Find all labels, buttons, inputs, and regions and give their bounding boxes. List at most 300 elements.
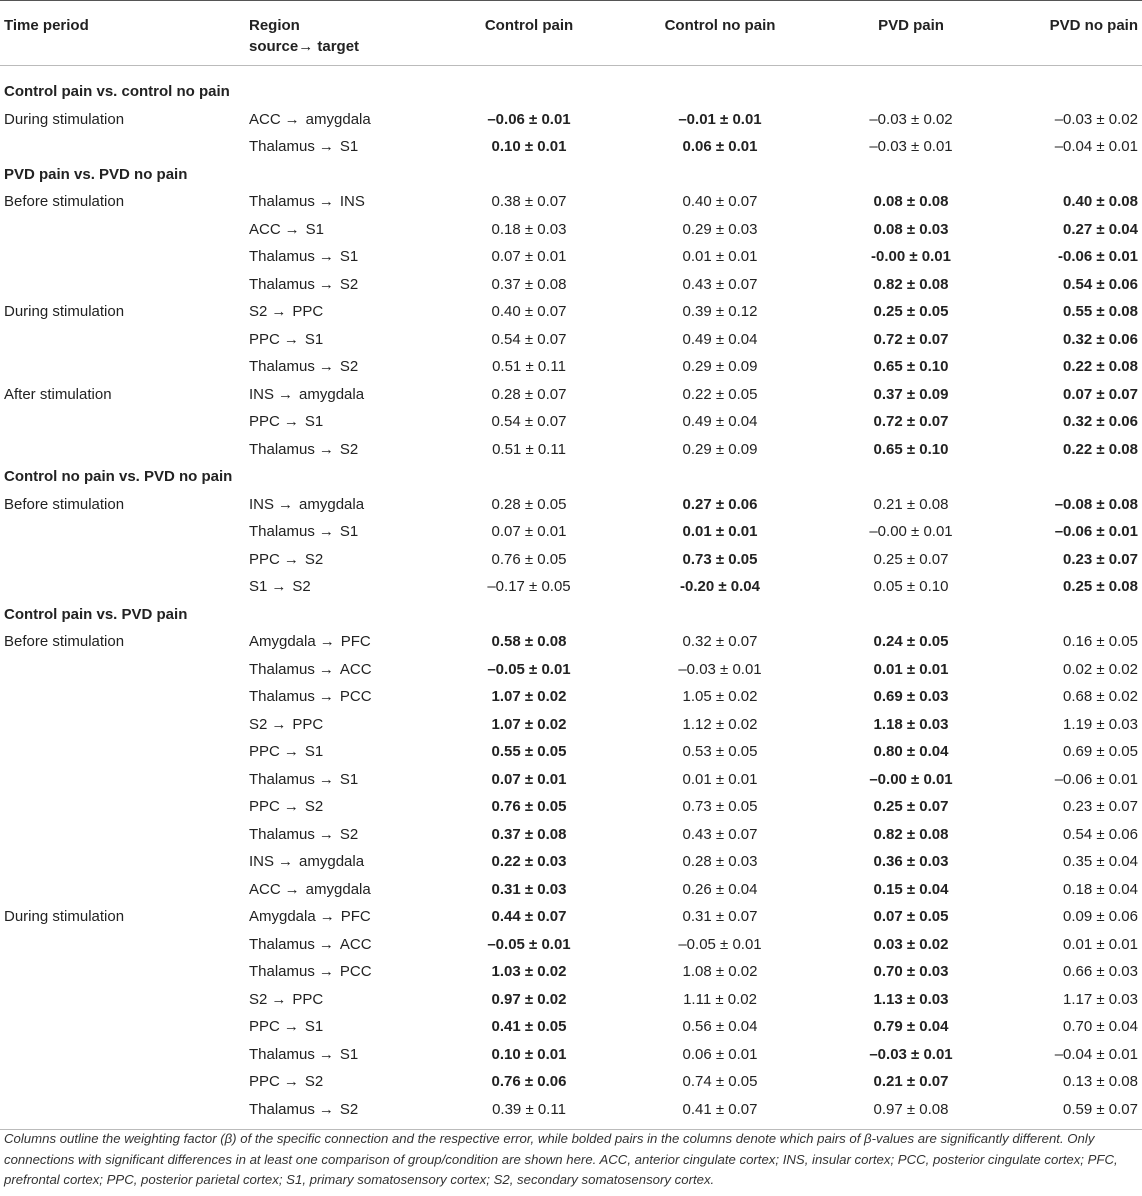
region-target: S1 (304, 743, 324, 760)
beta-value-cell: 0.37 ± 0.08 (491, 825, 567, 843)
region-target: S2 (304, 798, 324, 815)
arrow-icon: → (318, 275, 334, 293)
region-source: Thalamus (249, 963, 315, 980)
region-cell (249, 876, 371, 904)
beta-value-cell: 0.10 ± 0.01 (491, 138, 567, 155)
region-source: PPC (249, 550, 280, 568)
beta-value-cell: 0.80 ± 0.04 (873, 743, 949, 760)
region-source: Thalamus (249, 1100, 315, 1118)
region-cell (249, 903, 371, 931)
region-cell (249, 133, 358, 161)
beta-value-cell: 1.08 ± 0.02 (682, 963, 758, 980)
beta-value-cell: 0.54 ± 0.07 (491, 413, 567, 430)
region-target: PCC (339, 688, 372, 705)
beta-value-cell: 0.51 ± 0.11 (492, 440, 566, 458)
arrow-icon: → (319, 908, 335, 925)
region-source: INS (249, 495, 275, 513)
region-target: S1 (339, 1045, 359, 1063)
beta-value-cell: 0.70 ± 0.03 (873, 963, 949, 980)
beta-value-cell: 0.16 ± 0.05 (1063, 633, 1138, 650)
table-row (0, 106, 1142, 134)
arrow-icon: → (284, 880, 300, 898)
beta-value-cell: 0.76 ± 0.05 (491, 798, 567, 815)
region-source: ACC (249, 220, 281, 238)
beta-value-cell: 0.22 ± 0.08 (1063, 358, 1138, 375)
region-cell (249, 1013, 323, 1041)
region-source: PPC (249, 330, 280, 348)
time-period-cell: Before stimulation (4, 495, 125, 513)
region-target: S1 (339, 248, 359, 265)
region-target: S2 (339, 440, 359, 458)
arrow-icon: → (278, 853, 294, 870)
region-source: Thalamus (249, 138, 315, 155)
arrow-icon: → (283, 1073, 299, 1090)
beta-value-cell: 0.01 ± 0.01 (682, 248, 758, 265)
beta-value-cell: 0.07 ± 0.01 (491, 770, 567, 788)
region-source: S2 (249, 303, 268, 320)
beta-value-cell: 0.82 ± 0.08 (873, 825, 949, 843)
beta-value-cell: 0.18 ± 0.03 (491, 220, 567, 238)
region-cell (249, 573, 311, 601)
arrow-icon: → (284, 220, 300, 238)
region-cell (249, 216, 324, 244)
beta-value-cell: 0.76 ± 0.06 (491, 1073, 567, 1090)
beta-value-cell: –0.04 ± 0.01 (1054, 1045, 1138, 1063)
beta-value-cell: –0.17 ± 0.05 (487, 578, 571, 595)
beta-value-cell: –0.05 ± 0.01 (487, 660, 571, 678)
arrow-icon: → (283, 550, 299, 568)
region-source: PPC (249, 1073, 280, 1090)
beta-value-cell: 0.07 ± 0.05 (873, 908, 949, 925)
time-period-cell: Before stimulation (4, 633, 125, 650)
region-target: S1 (339, 770, 359, 788)
region-source: INS (249, 385, 275, 403)
beta-value-cell: 0.22 ± 0.03 (491, 853, 567, 870)
region-source: Thalamus (249, 770, 315, 788)
region-cell (249, 243, 358, 271)
beta-value-cell: 0.13 ± 0.08 (1063, 1073, 1138, 1090)
beta-value-cell: 0.54 ± 0.06 (1063, 825, 1138, 843)
beta-value-cell: 0.40 ± 0.07 (491, 303, 567, 320)
region-cell (249, 738, 323, 766)
header-control-no-pain: Control no pain (664, 17, 776, 34)
region-source: Thalamus (249, 248, 315, 265)
region-cell (249, 546, 323, 574)
arrow-icon: → (284, 110, 300, 128)
beta-value-cell: 1.03 ± 0.02 (491, 963, 567, 980)
table-row (0, 683, 1142, 711)
beta-value-cell: 1.17 ± 0.03 (1063, 990, 1138, 1008)
region-cell (249, 271, 358, 299)
beta-value-cell: 0.56 ± 0.04 (682, 1018, 758, 1035)
arrow-icon: → (318, 688, 334, 705)
beta-value-cell: 0.51 ± 0.11 (492, 358, 566, 375)
beta-value-cell: 0.68 ± 0.02 (1063, 688, 1138, 705)
beta-value-cell: 0.01 ± 0.01 (682, 523, 758, 540)
region-target: S1 (304, 1018, 324, 1035)
arrow-icon: → (318, 138, 334, 155)
table-row (0, 711, 1142, 739)
beta-value-cell: 0.07 ± 0.01 (491, 248, 567, 265)
region-target: S1 (304, 413, 324, 430)
table-row (0, 436, 1142, 464)
beta-value-cell: 0.28 ± 0.05 (491, 495, 567, 513)
beta-value-cell: 0.65 ± 0.10 (873, 440, 949, 458)
table-row (0, 133, 1142, 161)
arrow-icon: → (271, 303, 287, 320)
beta-value-cell: 0.29 ± 0.09 (682, 440, 758, 458)
table-row (0, 793, 1142, 821)
beta-value-cell: 0.55 ± 0.05 (491, 743, 567, 760)
beta-value-cell: 0.38 ± 0.07 (491, 193, 567, 210)
arrow-icon: → (318, 770, 334, 788)
table-row (0, 848, 1142, 876)
time-period-cell: After stimulation (4, 385, 112, 403)
section-title: PVD pain vs. PVD no pain (4, 165, 188, 183)
section-title: Control pain vs. control no pain (4, 83, 230, 100)
section-title: Control no pain vs. PVD no pain (4, 468, 233, 485)
table-row (0, 1068, 1142, 1096)
region-cell (249, 1041, 358, 1069)
region-cell (249, 408, 323, 436)
header-region-line2: source→ target (249, 38, 360, 55)
arrow-icon: → (278, 495, 294, 513)
table-row (0, 243, 1142, 271)
header-time-period: Time period (4, 17, 89, 34)
arrow-icon: → (318, 248, 334, 265)
region-target: S2 (339, 1100, 359, 1118)
table-row (0, 738, 1142, 766)
region-target: PFC (340, 633, 371, 650)
region-target: S1 (304, 330, 324, 348)
region-target: S2 (304, 1073, 324, 1090)
table-row (0, 876, 1142, 904)
beta-value-cell: –0.03 ± 0.02 (1054, 110, 1138, 128)
region-source: Thalamus (249, 358, 315, 375)
arrow-icon: → (271, 990, 287, 1008)
table-row (0, 326, 1142, 354)
arrow-icon: → (283, 743, 299, 760)
region-target: ACC (339, 660, 372, 678)
beta-value-cell: 0.27 ± 0.04 (1063, 220, 1138, 238)
beta-value-cell: –0.03 ± 0.02 (869, 110, 953, 128)
table-row (0, 408, 1142, 436)
beta-value-cell: 1.12 ± 0.02 (682, 715, 758, 733)
beta-value-cell: 0.15 ± 0.04 (873, 880, 949, 898)
header-region-line1: Region (249, 17, 300, 34)
beta-value-cell: –0.01 ± 0.01 (678, 110, 762, 128)
arrow-icon: → (318, 1045, 334, 1063)
region-cell (249, 986, 323, 1014)
beta-value-cell: 0.03 ± 0.02 (873, 935, 949, 953)
beta-value-cell: 0.59 ± 0.07 (1063, 1100, 1138, 1118)
time-period-cell: During stimulation (4, 110, 125, 128)
region-target: amygdala (299, 495, 365, 513)
beta-value-cell: 1.19 ± 0.03 (1063, 715, 1138, 733)
arrow-icon: → (278, 385, 294, 403)
table-row (0, 216, 1142, 244)
header-pvd-no-pain: PVD no pain (1049, 17, 1138, 34)
region-cell (249, 711, 323, 739)
region-source: Thalamus (249, 523, 315, 540)
header-pvd-pain: PVD pain (878, 17, 944, 34)
beta-value-cell: –0.04 ± 0.01 (1054, 138, 1138, 155)
region-target: S1 (339, 523, 359, 540)
arrow-icon: → (271, 715, 287, 733)
beta-value-cell: 0.36 ± 0.03 (873, 853, 949, 870)
region-source: PPC (249, 413, 280, 430)
beta-value-cell: 0.07 ± 0.07 (1063, 385, 1138, 403)
table-row (0, 958, 1142, 986)
beta-value-cell: –0.06 ± 0.01 (487, 110, 571, 128)
beta-value-cell: 0.26 ± 0.04 (682, 880, 758, 898)
region-cell (249, 326, 323, 354)
region-cell (249, 381, 364, 409)
region-cell (249, 848, 364, 876)
arrow-icon: → (318, 358, 334, 375)
table-header (0, 0, 1142, 66)
region-cell (249, 298, 323, 326)
beta-value-cell: 0.53 ± 0.05 (682, 743, 758, 760)
beta-value-cell: 0.29 ± 0.09 (682, 358, 758, 375)
arrow-icon: → (318, 935, 334, 953)
region-target: S2 (339, 358, 359, 375)
beta-value-cell: 1.07 ± 0.02 (491, 715, 567, 733)
region-cell (249, 656, 372, 684)
beta-value-cell: 1.11 ± 0.02 (683, 990, 757, 1008)
region-target: S2 (339, 825, 359, 843)
region-source: Amygdala (249, 908, 316, 925)
region-target: PFC (340, 908, 371, 925)
beta-value-cell: 0.49 ± 0.04 (682, 330, 758, 348)
table-row (0, 353, 1142, 381)
beta-value-cell: 1.18 ± 0.03 (873, 715, 949, 733)
arrow-icon: → (283, 1018, 299, 1035)
beta-value-cell: –0.06 ± 0.01 (1054, 523, 1138, 540)
beta-value-cell: 0.76 ± 0.05 (491, 550, 567, 568)
beta-value-cell: –0.03 ± 0.01 (869, 138, 953, 155)
beta-value-cell: –0.05 ± 0.01 (487, 935, 571, 953)
table-row (0, 271, 1142, 299)
region-target: amygdala (305, 110, 371, 128)
region-target: ACC (339, 935, 372, 953)
beta-value-cell: 0.55 ± 0.08 (1063, 303, 1138, 320)
table-footnote: Columns outline the weighting factor (β) of the specific connection and the respective error, while bolded pairs in the columns denote which pairs of β-values are significantly different. Only connections with significant differences in at least one comparison of group/condition are shown here. ACC, anterior cingulate cortex; INS, insular cortex; PCC, posterior cingulate cortex; PFC, prefrontal cortex; PPC, posterior parietal cortex; S1, primary somatosensory cortex; S2, secondary somatosensory cortex. (4, 1131, 1118, 1187)
beta-value-cell: 0.44 ± 0.07 (491, 908, 567, 925)
beta-value-cell: 0.25 ± 0.07 (873, 550, 949, 568)
beta-value-cell: 0.73 ± 0.05 (682, 550, 758, 568)
region-source: PPC (249, 743, 280, 760)
region-source: Thalamus (249, 825, 315, 843)
beta-value-cell: -0.00 ± 0.01 (871, 248, 951, 265)
beta-value-cell: 0.79 ± 0.04 (873, 1018, 949, 1035)
section-header (0, 601, 1142, 629)
arrow-icon: → (318, 440, 334, 458)
beta-value-cell: 0.25 ± 0.05 (873, 303, 949, 320)
region-cell (249, 436, 358, 464)
beta-value-cell: 0.54 ± 0.07 (491, 330, 567, 348)
table-row (0, 1013, 1142, 1041)
region-source: Thalamus (249, 660, 315, 678)
arrow-icon: → (283, 413, 299, 430)
beta-value-cell: 0.06 ± 0.01 (682, 138, 758, 155)
beta-value-cell: 0.40 ± 0.07 (682, 193, 758, 210)
table-row (0, 1041, 1142, 1069)
region-cell (249, 793, 323, 821)
beta-value-cell: 1.05 ± 0.02 (682, 688, 758, 705)
beta-value-cell: 0.39 ± 0.11 (492, 1100, 566, 1118)
beta-value-cell: 0.37 ± 0.09 (873, 385, 949, 403)
beta-value-cell: 0.07 ± 0.01 (491, 523, 567, 540)
beta-value-cell: 0.31 ± 0.03 (491, 880, 567, 898)
region-cell (249, 353, 358, 381)
beta-value-cell: 0.10 ± 0.01 (491, 1045, 567, 1063)
beta-value-cell: 0.54 ± 0.06 (1063, 275, 1138, 293)
beta-value-cell: 0.97 ± 0.08 (873, 1100, 949, 1118)
time-period-cell: During stimulation (4, 908, 125, 925)
region-source: PPC (249, 798, 280, 815)
beta-value-cell: 0.39 ± 0.12 (682, 303, 758, 320)
beta-value-cell: –0.06 ± 0.01 (1054, 770, 1138, 788)
beta-value-cell: 1.07 ± 0.02 (491, 688, 567, 705)
region-cell (249, 766, 358, 794)
region-cell (249, 188, 365, 216)
region-cell (249, 958, 372, 986)
region-target: S1 (339, 138, 359, 155)
region-source: ACC (249, 110, 281, 128)
arrow-icon: → (271, 578, 287, 595)
beta-value-cell: 0.28 ± 0.07 (491, 385, 567, 403)
beta-value-cell: 0.08 ± 0.03 (873, 220, 949, 238)
region-source: PPC (249, 1018, 280, 1035)
section-title: Control pain vs. PVD pain (4, 605, 188, 623)
region-cell (249, 628, 371, 656)
region-target: S2 (339, 275, 359, 293)
region-cell (249, 518, 358, 546)
table-row (0, 628, 1142, 656)
beta-value-cell: 1.13 ± 0.03 (873, 990, 949, 1008)
beta-value-cell: 0.40 ± 0.08 (1063, 193, 1138, 210)
region-cell (249, 1096, 358, 1124)
region-cell (249, 821, 358, 849)
beta-value-cell: 0.82 ± 0.08 (873, 275, 949, 293)
beta-value-cell: 0.22 ± 0.05 (682, 385, 758, 403)
table-row (0, 298, 1142, 326)
beta-value-cell: 0.31 ± 0.07 (682, 908, 758, 925)
section-header (0, 161, 1142, 189)
beta-value-cell: 0.37 ± 0.08 (491, 275, 567, 293)
beta-value-cell: 0.21 ± 0.08 (873, 495, 949, 513)
region-cell (249, 106, 371, 134)
beta-value-cell: 0.21 ± 0.07 (873, 1073, 949, 1090)
arrow-icon: → (318, 963, 334, 980)
arrow-icon: → (319, 633, 335, 650)
arrow-icon: → (318, 825, 334, 843)
beta-value-cell: 0.06 ± 0.01 (682, 1045, 758, 1063)
beta-value-cell: 0.72 ± 0.07 (873, 330, 949, 348)
table-row (0, 573, 1142, 601)
arrow-icon: → (283, 330, 299, 348)
beta-value-cell: 0.23 ± 0.07 (1063, 798, 1138, 815)
region-target: PPC (292, 303, 324, 320)
table-row (0, 1096, 1142, 1124)
beta-value-cell: 0.74 ± 0.05 (682, 1073, 758, 1090)
beta-value-cell: 0.32 ± 0.06 (1063, 413, 1138, 430)
beta-value-cell: 0.66 ± 0.03 (1063, 963, 1138, 980)
beta-value-cell: 0.02 ± 0.02 (1063, 660, 1138, 678)
region-target: S2 (292, 578, 311, 595)
beta-value-cell: 0.27 ± 0.06 (682, 495, 758, 513)
beta-value-cell: 0.05 ± 0.10 (873, 578, 949, 595)
beta-value-cell: –0.00 ± 0.01 (869, 523, 953, 540)
region-target: amygdala (299, 385, 365, 403)
region-target: S1 (305, 220, 325, 238)
region-source: Thalamus (249, 1045, 315, 1063)
region-source: Thalamus (249, 275, 315, 293)
beta-value-cell: –0.03 ± 0.01 (678, 660, 762, 678)
table-row (0, 546, 1142, 574)
beta-value-cell: 0.97 ± 0.02 (491, 990, 567, 1008)
region-source: S2 (249, 715, 268, 733)
beta-value-cell: 0.01 ± 0.01 (682, 770, 758, 788)
beta-value-cell: 0.32 ± 0.06 (1063, 330, 1138, 348)
region-source: Thalamus (249, 935, 315, 953)
table-row (0, 931, 1142, 959)
beta-value-cell: 0.69 ± 0.05 (1063, 743, 1138, 760)
region-target: S2 (304, 550, 324, 568)
table-row (0, 656, 1142, 684)
header-region (249, 15, 359, 57)
beta-value-cell: 0.72 ± 0.07 (873, 413, 949, 430)
time-period-cell: During stimulation (4, 303, 125, 320)
beta-value-cell: 0.73 ± 0.05 (682, 798, 758, 815)
beta-value-cell: 0.25 ± 0.08 (1063, 578, 1138, 595)
region-source: ACC (249, 880, 281, 898)
table-body (0, 78, 1142, 1123)
beta-value-cell: 0.32 ± 0.07 (682, 633, 758, 650)
table-row (0, 766, 1142, 794)
beta-value-cell: 0.65 ± 0.10 (873, 358, 949, 375)
region-source: Amygdala (249, 633, 316, 650)
beta-value-cell: 0.25 ± 0.07 (873, 798, 949, 815)
beta-value-cell: 0.35 ± 0.04 (1063, 853, 1138, 870)
beta-value-cell: 0.18 ± 0.04 (1063, 880, 1138, 898)
beta-value-cell: 0.43 ± 0.07 (682, 275, 758, 293)
table-row (0, 518, 1142, 546)
region-cell (249, 1068, 323, 1096)
table-row (0, 381, 1142, 409)
beta-value-cell: 0.43 ± 0.07 (682, 825, 758, 843)
region-target: PCC (339, 963, 372, 980)
table-row (0, 986, 1142, 1014)
beta-value-cell: 0.01 ± 0.01 (873, 660, 949, 678)
region-target: PPC (292, 990, 324, 1008)
header-control-pain: Control pain (484, 17, 574, 34)
region-source: Thalamus (249, 193, 315, 210)
beta-value-cell: 0.41 ± 0.05 (491, 1018, 567, 1035)
region-source: S1 (249, 578, 268, 595)
arrow-icon: → (318, 660, 334, 678)
arrow-icon: → (318, 1100, 334, 1118)
region-source: INS (249, 853, 275, 870)
region-source: S2 (249, 990, 268, 1008)
beta-value-cell: 0.23 ± 0.07 (1063, 550, 1138, 568)
beta-value-cell: 0.58 ± 0.08 (491, 633, 567, 650)
beta-value-cell: –0.08 ± 0.08 (1054, 495, 1138, 513)
beta-value-cell: 0.24 ± 0.05 (873, 633, 949, 650)
region-target: PPC (292, 715, 324, 733)
beta-value-cell: -0.06 ± 0.01 (1058, 248, 1138, 265)
